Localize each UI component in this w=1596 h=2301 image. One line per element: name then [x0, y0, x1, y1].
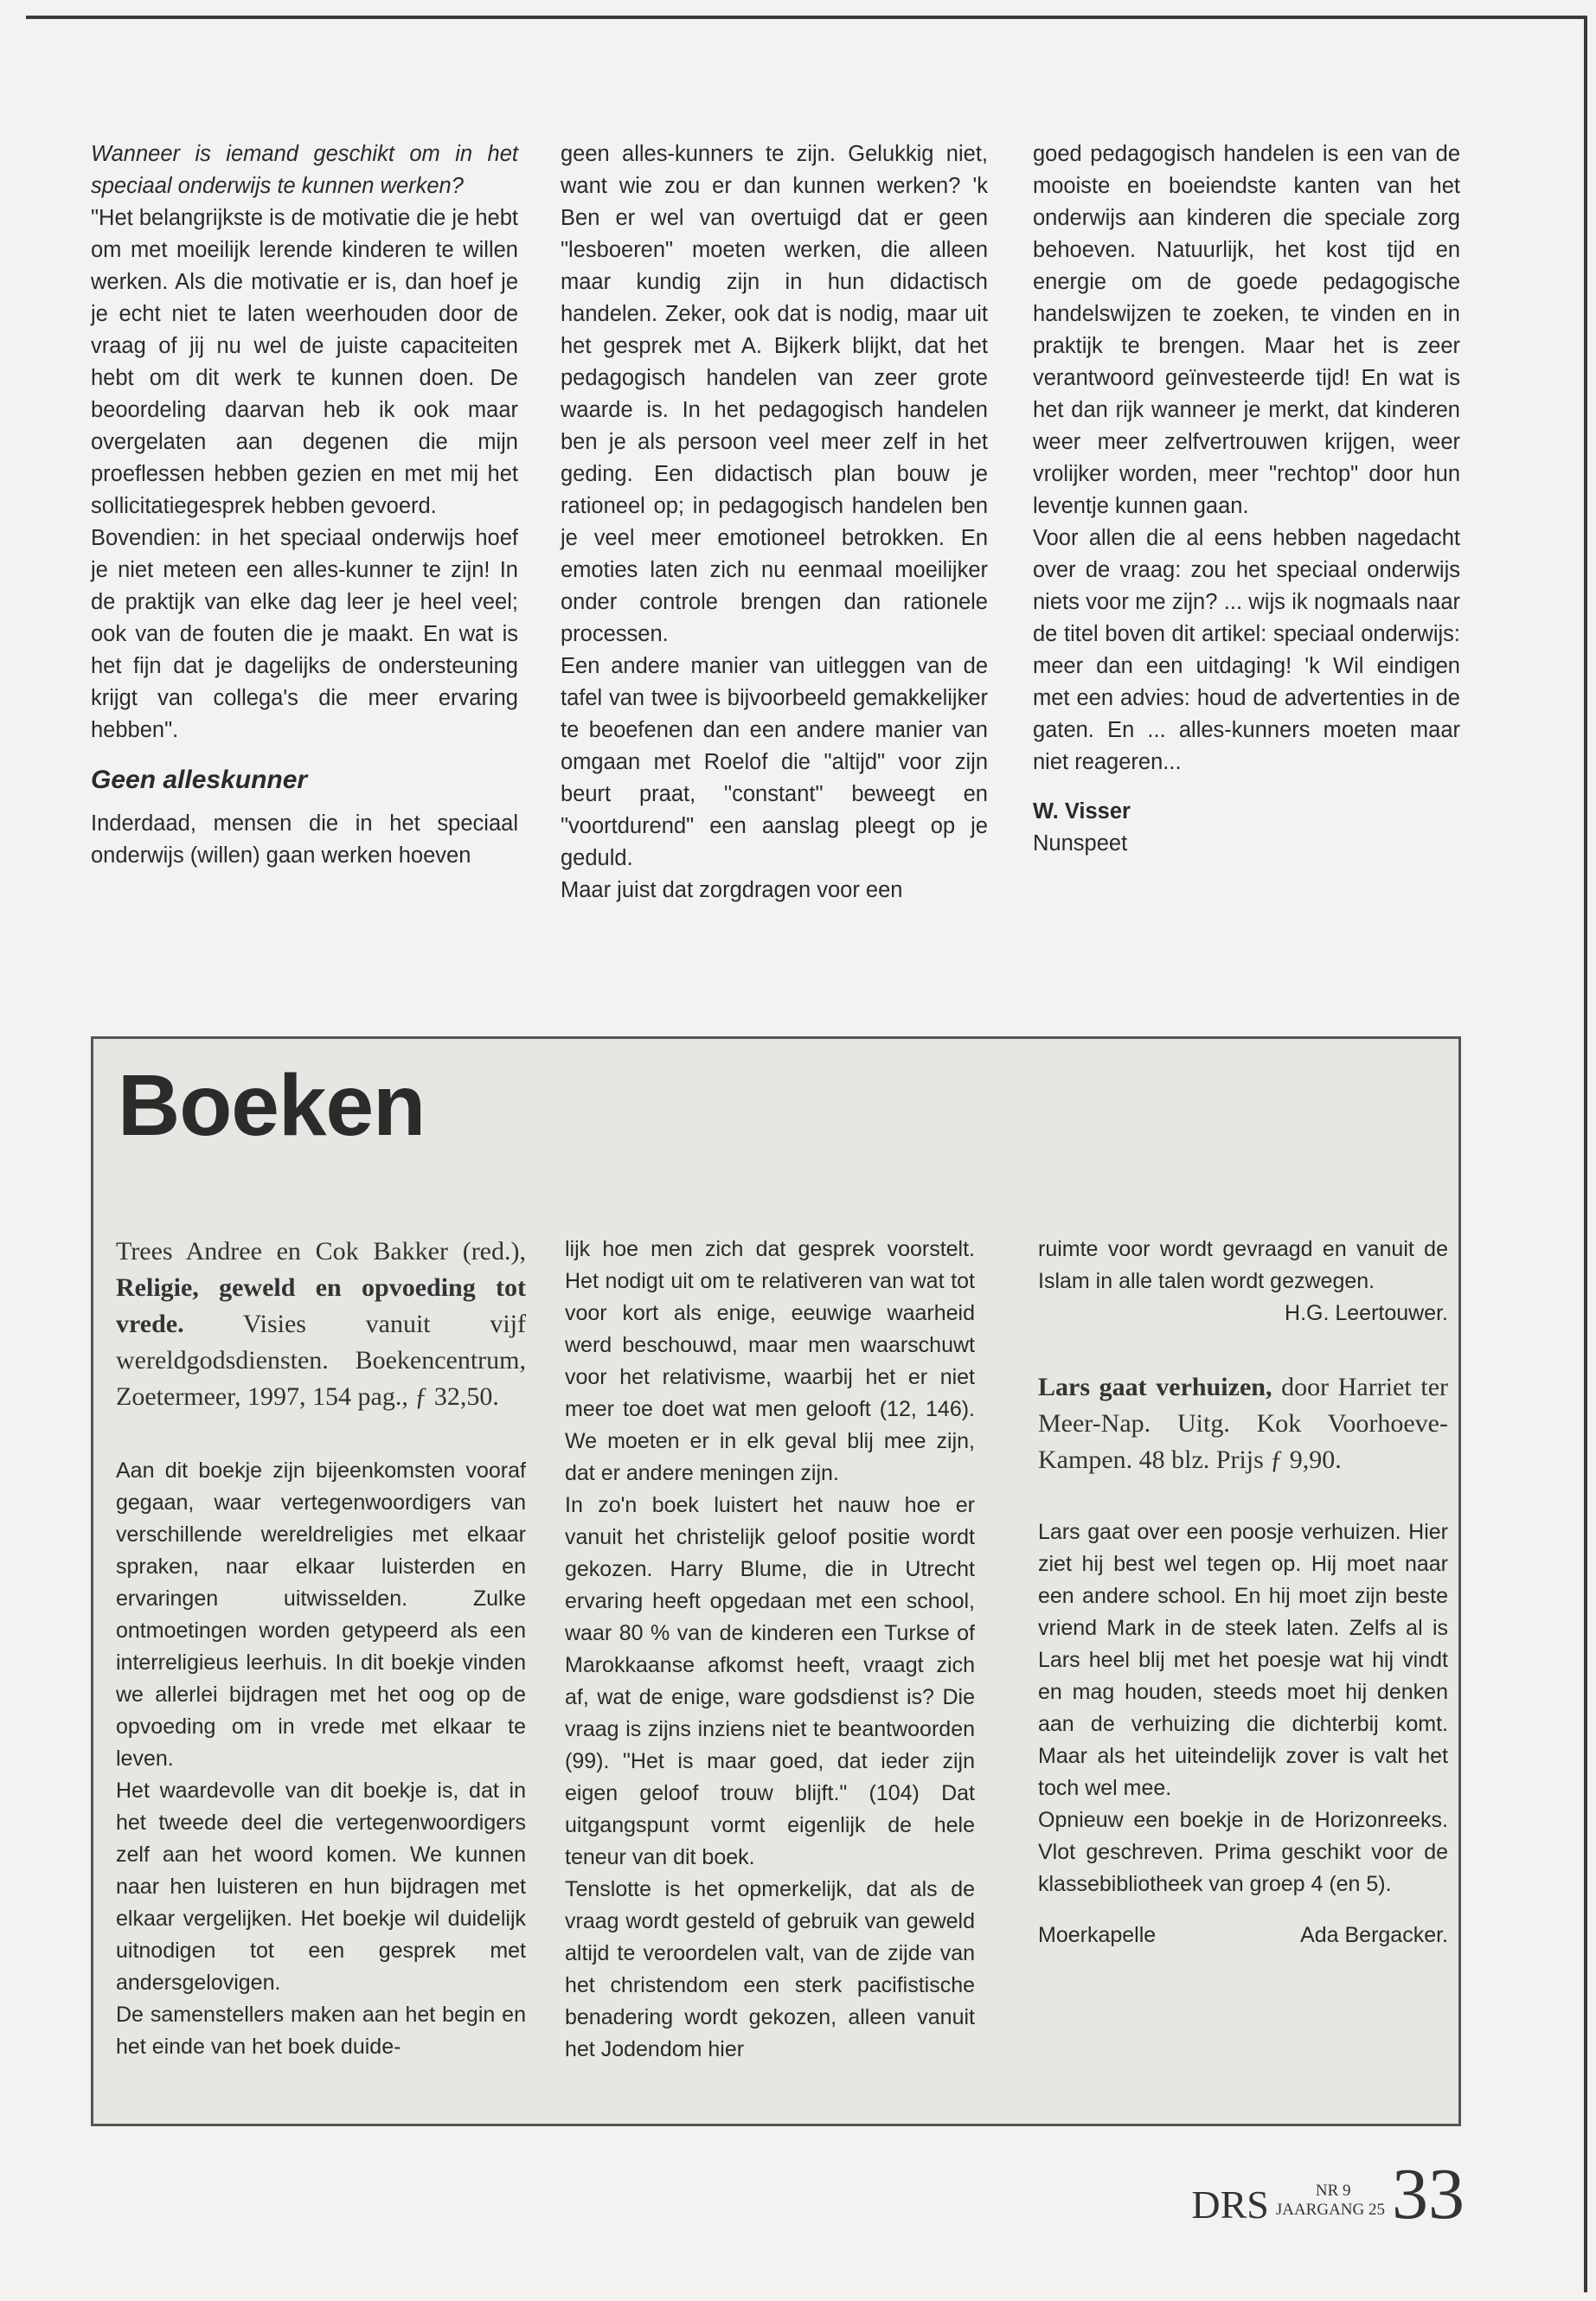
paragraph: goed pedagogisch handelen is een van de mooiste en boeiendste kanten van het onderwijs aan kinderen die speciale zorg behoeven. Natuurlijk, het kost tijd en energie om de goede pedagogische handelswijzen te zoeken, te vinden en in praktijk te brengen. Maar het is zeer verantwoord geïnvesteerde tijd! En wat is het dan rijk wanneer je merkt, dat kinderen weer meer zelfvertrouwen krijgen, weer vrolijker worden, meer "rechtop" door hun leventje kunnen gaan. — [1033, 142, 1460, 518]
section-title: Boeken — [118, 1057, 426, 1154]
article-column-3 — [1033, 138, 1460, 860]
paragraph: De samenstellers maken aan het begin en het einde van het boek duide- — [116, 2003, 526, 2059]
page-border-right — [1584, 16, 1587, 2292]
paragraph: geen alles-kunners te zijn. Gelukkig niet, want wie zou er dan kunnen werken? 'k Ben er wel van overtuigd dat er geen "lesboeren" moeten werken, die alleen maar kundig zijn in hun didactisch handelen. Zeker, ook dat is nodig, maar uit het gesprek met A. Bijkerk blijkt, dat het pedagogisch handelen van zeer grote waarde is. In het pedagogisch handelen ben je als persoon veel meer zelf in het geding. Een didactisch plan bouw je rationeel op; in pedagogisch handelen ben je veel meer emotioneel betrokken. En emoties laten zich nu eenmaal moeilijker onder controle brengen dan rationele processen. — [561, 142, 988, 646]
paragraph: Een andere manier van uitleggen van de tafel van twee is bijvoorbeeld gemakkelijker te beoefenen dan een andere manier van omgaan met Roelof die "altijd" voor zijn beurt praat, "constant" beweegt en "voortdurend" een aanslag pleegt op je geduld. — [561, 654, 988, 870]
paragraph: lijk hoe men zich dat gesprek voorstelt. Het nodigt uit om te relativeren van wat tot voor kort als enige, eeuwige waarheid werd beschouwd, maar men waarschuwt voor het relativisme, waarbij het er niet meer toe doet wat men gelooft (12, 146). We moeten er in elk geval blij mee zijn, dat er andere meningen zijn. — [565, 1237, 975, 1485]
paragraph: Inderdaad, mensen die in het speciaal onderwijs (willen) gaan werken hoeven — [91, 811, 518, 868]
paragraph: In zo'n boek luistert het nauw hoe er vanuit het christelijk geloof positie wordt gekozen. Harry Blume, die in Utrecht ervaring heeft opgedaan met een school, waar 80 % van de kinderen een Turkse of Marokkaanse afkomst heeft, vraagt zich af, wat de enige, ware godsdienst is? Die vraag is zijns inziens niet te beantwoorden (99). "Het is maar goed, dat ieder zijn eigen geloof trouw blijft." (104) Dat uitgangspunt vormt eigenlijk de hele teneur van dit boek. — [565, 1493, 975, 1869]
reviewer-name: H.G. Leertouwer. — [1285, 1301, 1448, 1325]
author-place: Nunspeet — [1033, 831, 1128, 856]
magazine-name: DRS — [1191, 2182, 1269, 2227]
issue-number: NR 9 — [1315, 2182, 1351, 2200]
paragraph: Aan dit boekje zijn bijeenkomsten vooraf gegaan, waar vertegenwoordigers van verschillende wereldreligies met elkaar spraken, naar elkaar luisterden en ervaringen uitwisselden. Zulke ontmoetingen worden getypeerd als een interreligieus leerhuis. In dit boekje vinden we allerlei bijdragen met het oog op de opvoeding om in vrede met elkaar te leven. — [116, 1458, 526, 1771]
paragraph: Voor allen die al eens hebben nagedacht over de vraag: zou het speciaal onderwijs niets voor me zijn? ... wijs ik nogmaals naar de titel boven dit artikel: speciaal onderwijs: meer dan een uitdaging! 'k Wil eindigen met een advies: houd de advertenties in de gaten. En ... alles-kunners moeten maar niet reageren... — [1033, 526, 1460, 774]
book-details: Visies vanuit vijf wereldgodsdiensten. Boekencentrum, Zoetermeer, 1997, 154 pag., ƒ 32,50. — [116, 1310, 526, 1411]
book-authors: Trees Andree en Cok Bakker (red.), — [116, 1237, 526, 1266]
page-footer — [1191, 2154, 1465, 2234]
book-details: door Harriet ter Meer-Nap. Uitg. Kok Voorhoeve-Kampen. 48 blz. Prijs ƒ 9,90. — [1038, 1373, 1448, 1474]
article-column-1 — [91, 138, 518, 872]
paragraph: Het waardevolle van dit boekje is, dat in het tweede deel die vertegenwoordigers zelf aan het woord komen. We kunnen naar hen luisteren en hun bijdragen met elkaar vergelijken. Het boekje wil duidelijk uitnodigen tot een gesprek met andersgelovigen. — [116, 1779, 526, 1995]
books-column-2 — [565, 1234, 975, 2066]
review-signature — [1038, 1920, 1448, 1952]
paragraph: Bovendien: in het speciaal onderwijs hoef je niet meteen een alles-kunner te zijn! In de praktijk van elke dag leer je heel veel; ook van de fouten die je maakt. En wat is het fijn dat je dagelijks de ondersteuning krijgt van collega's die meer ervaring hebben". — [91, 526, 518, 742]
paragraph: Tenslotte is het opmerkelijk, dat als de vraag wordt gesteld of gebruik van geweld altijd te veroordelen valt, van de zijde van het christendom een sterk pacifistische benadering wordt gekozen, alleen vanuit het Jodendom hier — [565, 1877, 975, 2061]
author-name: W. Visser — [1033, 799, 1131, 824]
section-subheading: Geen alleskunner — [91, 766, 308, 794]
reviewer-place: Moerkapelle — [1038, 1923, 1157, 1947]
article-column-2 — [561, 138, 988, 907]
books-column-1 — [116, 1234, 526, 2063]
interview-question: Wanneer is iemand geschikt om in het speciaal onderwijs te kunnen werken? — [91, 142, 518, 198]
books-section — [91, 1036, 1461, 2126]
paragraph: Maar juist dat zorgdragen voor een — [561, 878, 903, 902]
book-title: Religie, geweld en opvoeding tot vrede. — [116, 1273, 526, 1338]
paragraph: "Het belangrijkste is de motivatie die je hebt om met moeilijk lerende kinderen te willen werken. Als die motivatie er is, dan hoef je je echt niet te laten weerhouden door de vraag of jij nu wel de juiste capaciteiten hebt om dit werk te kunnen doen. De beoordeling daarvan heb ik ook maar overgelaten aan degenen die mijn proeflessen hebben gezien en met mij het sollicitatiegesprek hebben gevoerd. — [91, 206, 518, 518]
paragraph: ruimte voor wordt gevraagd en vanuit de Islam in alle talen wordt gezwegen. — [1038, 1237, 1448, 1293]
book-title: Lars gaat verhuizen, — [1038, 1373, 1272, 1401]
page-number: 33 — [1392, 2154, 1465, 2234]
book-citation — [1038, 1369, 1448, 1478]
book-citation — [116, 1234, 526, 1415]
page-border-top — [26, 16, 1587, 19]
paragraph: Opnieuw een boekje in de Horizonreeks. Vlot geschreven. Prima geschikt voor de klassebibliotheek van groep 4 (en 5). — [1038, 1808, 1448, 1896]
volume-number: JAARGANG 25 — [1275, 2201, 1385, 2219]
issue-meta — [1276, 2182, 1385, 2220]
paragraph: Lars gaat over een poosje verhuizen. Hier ziet hij best wel tegen op. Hij moet naar een andere school. En hij moet zijn beste vriend Mark in de steek laten. Zelfs al is Lars heel blij met het poesje wat hij vindt en mag houden, steeds moet hij denken aan de verhuizing die dichterbij komt. Maar als het uiteindelijk zover is valt het toch wel mee. — [1038, 1520, 1448, 1800]
books-column-3 — [1038, 1234, 1448, 1952]
reviewer-name: Ada Bergacker. — [1300, 1923, 1448, 1947]
